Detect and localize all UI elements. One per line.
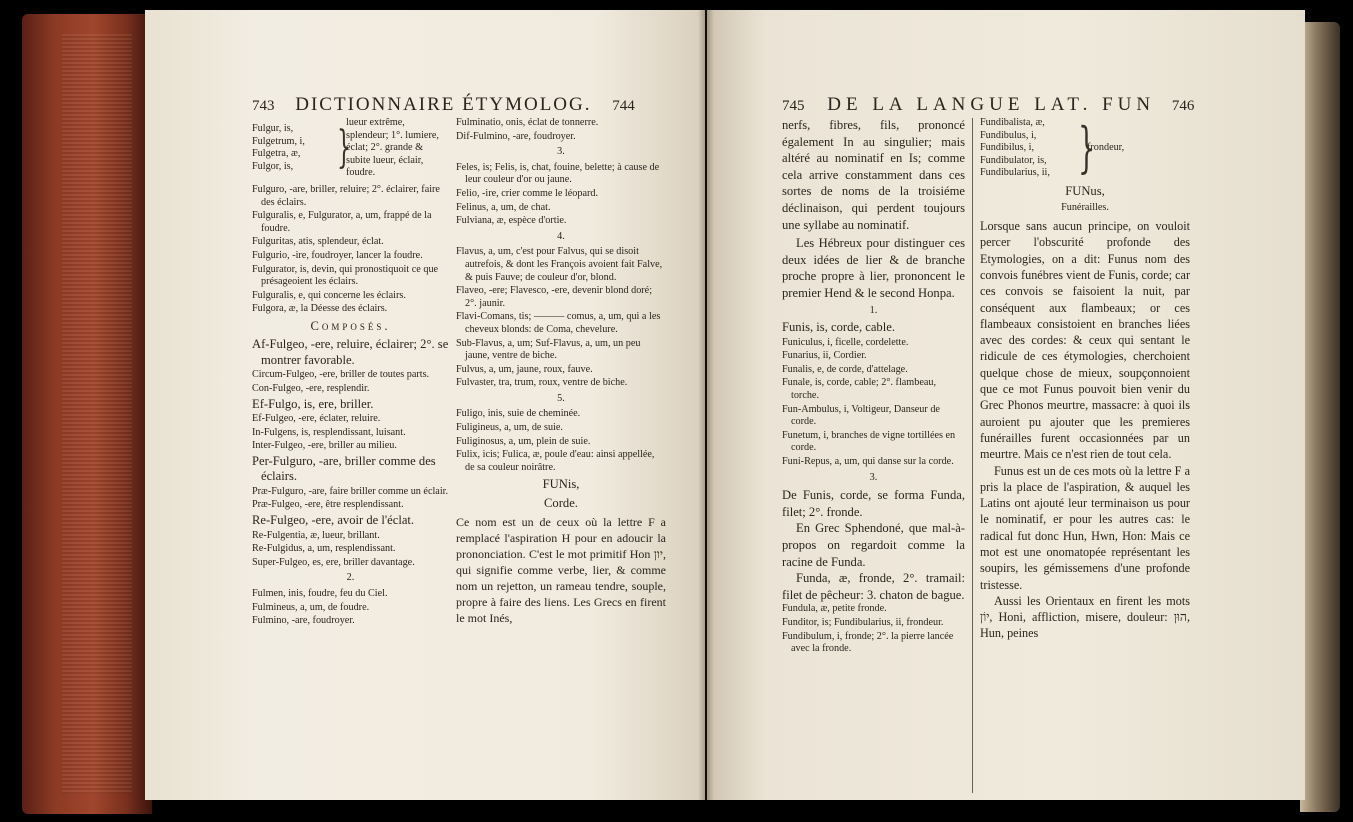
book-gutter [698, 10, 714, 800]
brace-words [252, 123, 334, 173]
entry: Fundula, æ, petite fronde. [782, 603, 887, 615]
entry-major: Per-Fulguro, -are, briller comme des éclairs. [252, 453, 436, 484]
entry-major: Af-Fulgeo, -ere, reluire, éclairer; 2°. se montrer favorable. [252, 337, 449, 367]
entry: Con-Fulgeo, -ere, resplendir. [252, 383, 370, 394]
section-number-2: 2. [346, 572, 355, 584]
entry: Fun-Ambulus, i, Voltigeur, Danseur de corde. [782, 403, 940, 428]
entry: Fulguro, -are, briller, reluire; 2°. éclairer, faire des éclairs. [252, 183, 440, 208]
fundibalista-brace-group [980, 117, 1190, 180]
section-heading-composes: Composés. [310, 318, 391, 333]
entry: Inter-Fulgeo, -ere, briller au milieu. [252, 440, 397, 452]
section-number-3: 3. [557, 146, 565, 158]
entry: Funale, is, corde, cable; 2°. flambeau, torche. [782, 377, 937, 401]
entry: Dif-Fulmino, -are, foudroyer. [456, 130, 576, 142]
paragraph: Aussi les Orientaux en firent les mots יוֹן, Honi, affliction, misere, douleur: הוּן, Hun, peines [980, 593, 1190, 641]
curly-brace-icon: } [337, 122, 351, 174]
right-column-2 [980, 117, 1190, 642]
brace-word: Fulgetra, æ, [252, 148, 301, 160]
section-heading-funus: FUNus, [1065, 183, 1105, 198]
section-number-4: 4. [557, 230, 565, 242]
paragraph: Funda, æ, fronde, 2°. tramail: filet de pêcheur: 3. chaton de bague. [782, 571, 965, 602]
entry: Feles, is; Felis, is, chat, fouine, belette; à cause de leur couleur d'or ou jaune. [456, 161, 660, 186]
brace-word: Fulgur, is, [252, 123, 294, 135]
left-running-title: DICTIONNAIRE ÉTYMOLOG. [295, 94, 592, 115]
entry: Flavi-Comans, tis; ——— comus, a, um, qui a les cheveux blonds: de Coma, chevelure. [456, 311, 661, 335]
brace-meaning: frondeur, [1087, 142, 1125, 154]
section-subheading-corde: Corde. [544, 495, 578, 510]
entry: Fulgurator, is, devin, qui pronostiquoit ce que présageoient les éclairs. [252, 263, 439, 288]
brace-word: Fulgor, is, [252, 161, 294, 173]
section-number-1: 1. [869, 304, 878, 316]
entry: Fulmino, -are, foudroyer. [252, 615, 355, 627]
section-subheading-funerailles: Funérailles. [1061, 202, 1109, 214]
entry: Fulguralis, e, Fulgurator, a, um, frappé de la foudre. [252, 210, 432, 234]
entry-major: Ef-Fulgo, is, ere, briller. [252, 396, 374, 411]
column-divider-rule [972, 118, 973, 793]
entry: Flaveo, -ere; Flavesco, -ere, devenir blond doré; 2°. jaunir. [456, 285, 653, 309]
entry: Fulviana, æ, espèce d'ortie. [456, 215, 567, 227]
brace-word: Fundibalista, æ, [980, 117, 1045, 128]
entry: Flavus, a, um, c'est pour Falvus, qui se disoit autrefois, & dont les François avoient fait Falve, & puis Fauve; de couleur d'or, blond. [456, 246, 663, 283]
paragraph: De Funis, corde, se forma Funda, filet; 2°. fronde. [782, 488, 965, 519]
entry: Fuliginosus, a, um, plein de suie. [456, 435, 591, 447]
entry: Fulguralis, e, qui concerne les éclairs. [252, 289, 406, 301]
left-column-1 [252, 117, 449, 629]
paragraph: Les Hébreux pour distinguer ces deux idées de lier & de branche proche propre à lier, prononcent le premier Hend & le second Honpa. [782, 236, 965, 300]
page-number-743: 743 [252, 98, 275, 114]
paragraph: Funus est un de ces mots où la lettre F a pris la place de l'aspiration, & auquel les Latins ont ajouté leur terminaison us pour le nominatif, er pour les autres cas: le radical fut donc Hun, Hwn, Hon: Mais ce mot est une onomatopée représentant les soupirs, les gémissemens d'une profonde tristesse. [980, 463, 1190, 592]
book-fore-edge-left [22, 14, 152, 814]
entry: Circum-Fulgeo, -ere, briller de toutes parts. [252, 369, 430, 381]
entry: Fulgora, æ, la Déesse des éclairs. [252, 303, 388, 315]
entry: Fulvaster, tra, trum, roux, ventre de biche. [456, 377, 628, 389]
entry: Sub-Flavus, a, um; Suf-Flavus, a, um, un peu jaune, ventre de biche. [456, 337, 641, 362]
page-number-746: 746 [1171, 98, 1195, 114]
entry: Fulguritas, atis, splendeur, éclat. [252, 236, 384, 248]
entry: Fulgurio, -ire, foudroyer, lancer la foudre. [252, 249, 423, 261]
entry-major: Funis, is, corde, cable. [782, 320, 895, 335]
entry: Funetum, i, branches de vigne tortillées en corde. [782, 429, 956, 454]
book-fore-edge-right [1300, 22, 1340, 812]
brace-word: Fundibulus, i, [980, 129, 1037, 141]
paragraph: Ce nom est un de ceux où la lettre F a remplacé l'aspiration H pour en adoucir la prononciation. C'est le mot primitif Hon יון, qui signifie comme verbe, lier, & comme nom un rejetton, un rameau tendre, souple, propre à faire des liens. Les Grecs en firent le mot Inés, [456, 515, 666, 626]
entry: Super-Fulgeo, es, ere, briller davantage. [252, 556, 415, 568]
brace-word: Fulgetrum, i, [252, 135, 305, 147]
right-page-header [782, 94, 1194, 116]
entry: Præ-Fulgeo, -ere, être resplendissant. [252, 499, 404, 511]
entry: Fulmen, inis, foudre, feu du Ciel. [252, 587, 388, 599]
entry-major: Re-Fulgeo, -ere, avoir de l'éclat. [252, 513, 415, 528]
entry: In-Fulgens, is, resplendissant, luisant. [252, 426, 406, 438]
page-number-745: 745 [782, 98, 805, 114]
paragraph: Lorsque sans aucun principe, on vouloit percer l'obscurité profonde des Etymologies, on a dit: Funus nom des convois funébres vient de Funis, corde; car ces convois se faisoient la nuit, par conséquent aux flambeaux; or ces flambeaux consistoient en branches liées avec des cordes: & ceux qui sentant le ridicule de ces étymologies, cherchoient quelque chose de mieux, soupçonnoient que ce mot Funus pouvoit bien venir du Grec Phonos meurtre, massacre: à quoi ils auroient pu ajouter que les premieres funérailles furent occasionnées par un meurtre. Mais ce n'est rien de tout cela. [980, 219, 1190, 462]
brace-word: Fundibilus, i, [980, 142, 1035, 154]
entry: Ef-Fulgeo, -ere, éclater, reluire. [252, 413, 381, 425]
fulgur-brace-group [252, 117, 449, 180]
entry: Felinus, a, um, de chat. [456, 201, 551, 213]
right-running-title: DE LA LANGUE LAT. FUN [827, 94, 1156, 115]
entry: Fuligo, inis, suie de cheminée. [456, 408, 581, 420]
paragraph: nerfs, fibres, fils, prononcé également In au singulier; mais altéré au nominatif en Is; comme cela arrive constamment dans ces sortes de noms de la troisiéme déclinaison, qui perdent toujours une syllabe au nominatif. [782, 118, 965, 232]
brace-words [980, 117, 1075, 180]
entry: Funditor, is; Fundibularius, ii, frondeur. [782, 616, 944, 628]
right-column-1 [782, 117, 965, 657]
entry: Fundibulum, i, fronde; 2°. la pierre lancée avec la fronde. [782, 630, 954, 655]
entry: Fulminatio, onis, éclat de tonnerre. [456, 117, 599, 128]
section-number-3b: 3. [869, 471, 878, 483]
section-number-5: 5. [557, 392, 565, 404]
brace-word: Fundibulator, is, [980, 154, 1047, 166]
curly-brace-icon: } [1078, 116, 1096, 180]
entry: Fulix, icis; Fulica, æ, poule d'eau: ainsi appellée, de sa couleur noirâtre. [456, 449, 655, 473]
page-number-744: 744 [612, 98, 635, 114]
section-heading-funis: FUNis, [542, 477, 580, 492]
entry: Præ-Fulguro, -are, faire briller comme un éclair. [252, 485, 449, 497]
entry: Re-Fulgidus, a, um, resplendissant. [252, 543, 396, 555]
entry: Fulmineus, a, um, de foudre. [252, 601, 370, 613]
entry: Felio, -ire, crier comme le léopard. [456, 187, 598, 199]
left-column-2 [456, 117, 666, 626]
brace-meaning: lueur extrême, splendeur; 1°. lumiere, éclat; 2°. grande & subite lueur, éclair, foudre. [346, 117, 439, 179]
entry: Fulvus, a, um, jaune, roux, fauve. [456, 363, 593, 375]
brace-word: Fundibularius, ii, [980, 167, 1050, 179]
entry: Re-Fulgentia, æ, lueur, brillant. [252, 529, 380, 541]
entry: Funarius, ii, Cordier. [782, 350, 867, 362]
left-page-header [252, 94, 635, 116]
entry: Funi-Repus, a, um, qui danse sur la corde. [782, 455, 954, 467]
entry: Fuligineus, a, um, de suie. [456, 422, 563, 434]
entry: Funiculus, i, ficelle, cordelette. [782, 336, 909, 348]
entry: Funalis, e, de corde, d'attelage. [782, 363, 908, 375]
paragraph: En Grec Sphendoné, que mal-à-propos on regardoit comme la racine de Funda. [782, 521, 965, 569]
